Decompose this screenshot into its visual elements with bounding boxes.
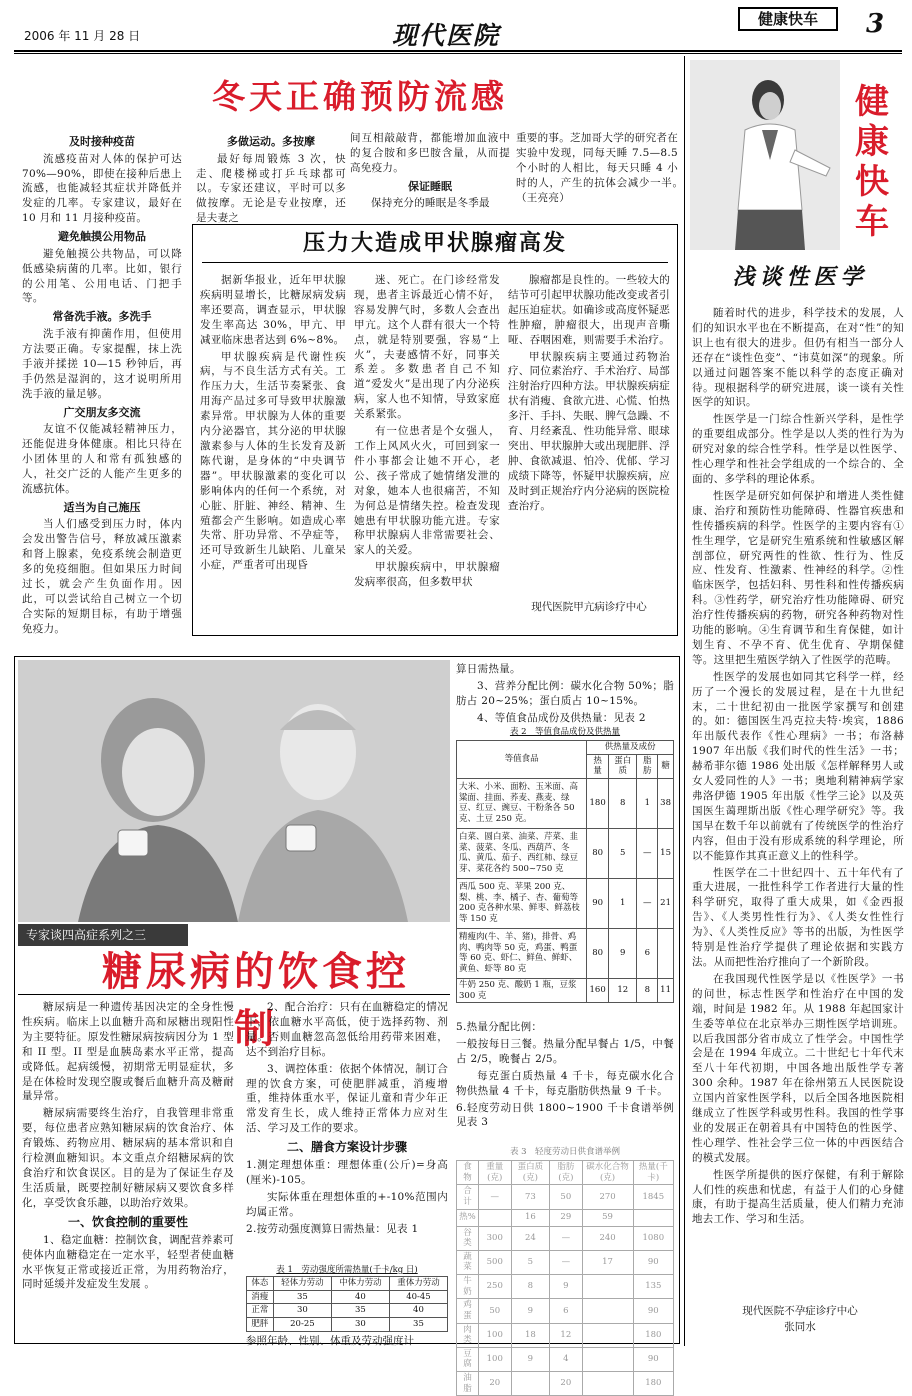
thyroid-title-rule	[202, 262, 668, 263]
table-3	[456, 1160, 674, 1396]
paragraph: 实际体重在理想体重的+-10%范围内均属正常。	[246, 1191, 448, 1218]
table-row	[457, 1275, 674, 1299]
paragraph: 性医学是研究如何保护和增进人类性健康、治疗和预防性功能障碍、性器官疾患和性传播疾病的科学。性医学的主要内容有①性生理学，它是研究生殖系统和性敏感区解剖部位，研究两性的性欲、性行为、性反应、性发育、性激素、性神经的科学。②性临床医学，包括妇科、男性科和性传播疾病科。③性药学，研究治疗性功能障碍、研究治疗性传播疾病的药物，研究各种药物对性功能的影响。④生育调节和生育保健，如计划生育、不孕不育、优生优育、孕期保健等。这里把生殖医学纳入了性医学的范畴。	[692, 489, 904, 666]
table-cell: 90	[587, 878, 609, 928]
table-cell: 5	[609, 828, 637, 878]
table-cell: 鸡蛋	[457, 1299, 479, 1323]
table-cell	[478, 1209, 511, 1226]
table-cell: 12	[550, 1323, 582, 1347]
table-2-caption: 表 2 等值食品成份及供热量	[509, 727, 621, 737]
table-row	[247, 1290, 448, 1304]
paragraph: 甲状腺疾病主要通过药物治疗、同位素治疗、手术治疗、局部注射治疗四种方法。甲状腺疾病症状有消瘦、食欲亢进、心慌、怕热多汗、手抖、失眠、脾气急躁、不育、月经紊乱、性功能异常、眼球突出、甲状腺肿大或出现肥胖、浮肿、食欲减退、怕冷、优郁、学习成绩下降等，怀疑甲状腺疾病，应及时到正规治疗内分泌病的医院检查治疗。	[508, 350, 670, 512]
subheading: 一、饮食控制的重要性	[67, 1214, 188, 1229]
table-cell: 17	[582, 1250, 633, 1274]
table-cell: 20	[478, 1372, 511, 1396]
table-cell	[633, 1209, 673, 1226]
table-cell: 100	[478, 1323, 511, 1347]
paragraph: 3、调控体重：依据个体情况，制订合理的饮食方案，可使肥胖减重，消瘦增重，维持体重水平，保证儿童和青少年正常发育生长，成人维持正常体力应对生活、学习及工作的要求。	[246, 1062, 448, 1135]
table-cell: 20	[550, 1372, 582, 1396]
table-row	[247, 1304, 448, 1318]
table-cell: 9	[511, 1347, 550, 1371]
header-rule	[14, 50, 902, 54]
table-3-header: 蛋白质(克)	[511, 1161, 550, 1185]
sidebar-divider	[684, 56, 685, 1346]
subheading: 避免触摸公用物品	[58, 230, 146, 244]
table-cell: 热%	[457, 1209, 479, 1226]
vertical-title-char: 快	[855, 162, 889, 202]
table-cell: —	[550, 1226, 582, 1250]
table-cell: 73	[511, 1185, 550, 1209]
header-page-number: 3	[866, 9, 885, 39]
table-3-header: 脂肪(克)	[550, 1161, 582, 1185]
paragraph: 性医学在二十世纪四十、五十年代有了重大进展，一批性科学工作者进行大量的性科学研究，取得了重大成果，如《金西报告》、《人类男性性行为》、《人类女性性行为》、《人类性反应》等书的出版，为性医学特别是性治疗学提供了理论依据和实践方法。从而把性治疗推向了一个新阶段。	[692, 866, 904, 968]
subheading: 适当为自己施压	[63, 500, 141, 514]
diabetes-title: 糖尿病的饮食控制	[102, 949, 410, 1052]
table-cell: 180	[633, 1323, 673, 1347]
paragraph: 迷、死亡。在门诊经常发现，患者主诉最近心情不好，容易发脾气时，多数人会查出甲亢。这个人群有很大一个特点，就是特别要强，容易“上火”，夫妻感情不好，同事关系差。多数患者自己不知道“爱发火”是出现了内分泌疾病，家人也不知情，导致家庭关系紧张。	[354, 274, 500, 421]
thyroid-title: 压力大造成甲状腺瘤高发	[302, 231, 567, 256]
table-cell: 90	[633, 1299, 673, 1323]
table-cell: 1	[609, 878, 637, 928]
diabetes-col-3a	[456, 662, 674, 728]
table-cell: 80	[587, 928, 609, 978]
table-cell: 300	[478, 1226, 511, 1250]
table-cell: 50	[550, 1185, 582, 1209]
sidebar-article-title: 浅谈性医学	[732, 264, 868, 290]
table-cell: 100	[478, 1347, 511, 1371]
table-cell: 8	[609, 778, 637, 828]
table-row	[247, 1317, 448, 1331]
table-cell: 肉类	[457, 1323, 479, 1347]
table-cell: 1	[637, 778, 658, 828]
diabetes-table-3-wrap	[456, 1146, 674, 1396]
table-cell: 正常	[247, 1304, 274, 1318]
table-cell: 500	[478, 1250, 511, 1274]
thyroid-col-3	[508, 273, 670, 516]
table-cell: 30	[273, 1304, 331, 1318]
table-cell: 29	[550, 1209, 582, 1226]
page-header	[0, 0, 912, 58]
flu-col-4	[516, 131, 689, 208]
table-row	[457, 878, 674, 928]
table-cell: 12	[609, 978, 637, 1002]
table-cell: 西瓜 500 克、苹果 200 克、梨、桃、李、橘子、杏、葡萄等 200 克各种水果、鲜枣、鲜荔枝等 150 克	[457, 878, 587, 928]
table-cell: 牛奶 250 克、酸奶 1 瓶，豆浆 300 克	[457, 978, 587, 1002]
paragraph: 友谊不仅能减轻精神压力，还能促进身体健康。相比只待在小团体里的人和常有孤独感的人，社交广泛的人能产生更多的流感抗体。	[22, 423, 182, 495]
table-cell: 50	[478, 1299, 511, 1323]
diabetes-col-1	[22, 1000, 234, 1294]
table-row	[457, 1372, 674, 1396]
diabetes-col-2	[246, 1000, 448, 1239]
table-row	[457, 1250, 674, 1274]
table-cell: 大米、小米、面粉、玉米面、高粱面、挂面、荞麦、燕麦、绿豆、红豆、豌豆、干粉条各 50 克、土豆 250 克。	[457, 778, 587, 828]
table-cell: 9	[511, 1299, 550, 1323]
paragraph: 有一位患者是个女强人，工作上风风火火，可回到家一件小事都会让她不开心，老公、孩子常成了她情绪发泄的对象，她本人也很痛苦，不知为何总是情绪失控。检查发现她患有甲状腺功能亢进。专家称甲状腺病人非常需要社会、家人的关爱。	[354, 425, 500, 557]
vertical-title-char: 车	[855, 202, 889, 242]
paragraph: 算日需热量。	[456, 663, 521, 675]
table-cell: 牛奶	[457, 1275, 479, 1299]
paragraph: 5.热量分配比例：	[456, 1021, 543, 1033]
table-cell: 90	[633, 1347, 673, 1371]
sidebar-signature-name: 张同水	[784, 1321, 816, 1333]
paragraph: 糖尿病需要终生治疗，自我管理非常重要，每位患者应熟知糖尿病的饮食治疗、体育锻炼、药物应用、糖尿病的基本常识和自行检测血糖知识。本文重点介绍糖尿病的饮食治疗和饮食误区。目的是为了保证生存及生活质量，既要控制好糖尿病又要饮食多样化，享受饮食乐趣，以助治疗效果。	[22, 1107, 234, 1209]
table-2-col-header: 热量	[587, 754, 609, 778]
table-cell: 8	[511, 1275, 550, 1299]
table-cell: 59	[582, 1209, 633, 1226]
vertical-title-char: 康	[855, 122, 889, 162]
table-2	[456, 740, 674, 1003]
table-cell: —	[550, 1250, 582, 1274]
paragraph: 保持充分的睡眠是冬季最	[371, 197, 490, 210]
table-cell: 豆腐	[457, 1347, 479, 1371]
thyroid-col-2	[354, 273, 500, 592]
table-cell	[582, 1275, 633, 1299]
table-cell: 白菜、圆白菜、油菜、芹菜、韭菜、菠菜、冬瓜、西葫芦、冬瓜、黄瓜、茄子、西红柿、绿豆芽、菜花各约 500~750 克	[457, 828, 587, 878]
diabetes-col-2-tail: 参照年龄、性别、体重及劳动强度计	[246, 1334, 414, 1347]
table-cell: 15	[658, 828, 674, 878]
table-cell: 谷类	[457, 1226, 479, 1250]
diabetes-series-banner	[18, 924, 188, 946]
table-cell: 油脂	[457, 1372, 479, 1396]
table-cell	[511, 1372, 550, 1396]
table-2-group-header: 供热量及成份	[587, 741, 674, 755]
table-cell: —	[478, 1185, 511, 1209]
vertical-title-char: 健	[855, 82, 889, 122]
paragraph: 每克蛋白质热量 4 千卡，每克碳水化合物供热量 4 千卡，每克脂肪供热量 9 千卡。	[456, 1069, 674, 1097]
table-1-header: 重体力劳动	[389, 1277, 447, 1291]
sidebar-body	[692, 306, 904, 1229]
table-row	[457, 978, 674, 1002]
flu-col-3	[350, 131, 510, 213]
table-cell: 80	[587, 828, 609, 878]
table-cell: 精瘦肉(牛、羊、猪)，排骨、鸡肉、鸭肉等 50 克，鸡蛋、鸭蛋等 60 克、虾仁、鲜鱼、鲜虾、黄鱼、虾等 80 克	[457, 928, 587, 978]
table-row	[457, 1299, 674, 1323]
header-section-box	[738, 7, 838, 31]
paragraph: 一般按每日三餐。热量分配早餐占 1/5，中餐占 2/5，晚餐占 2/5。	[456, 1037, 674, 1065]
subheading: 二、膳食方案设计步骤	[286, 1140, 407, 1155]
table-cell: 35	[389, 1317, 447, 1331]
flu-col-2	[196, 131, 346, 228]
header-section-label: 健康快车	[757, 10, 818, 28]
sidebar-vertical-title-box	[840, 60, 904, 250]
paragraph: 4、等值食品成份及供热量：见表 2	[477, 711, 646, 724]
paragraph: 1.测定理想体重：理想体重(公斤)=身高(厘米)-105。	[246, 1159, 448, 1187]
paragraph: 避免触摸公共物品，可以降低感染病菌的几率。比如，银行的公用笔、公用电话、门把手等。	[22, 247, 182, 305]
table-cell	[582, 1299, 633, 1323]
table-cell: 9	[609, 928, 637, 978]
table-cell: 20-25	[273, 1317, 331, 1331]
table-cell: 250	[478, 1275, 511, 1299]
paragraph: 当人们感受到压力时，体内会发出警告信号，释放减压激素和肾上腺素，免疫系统会制造更多的免疫细胞。但如果压力时间过长，就会产生负面作用。因此，可以尝试给自己树立一个切合实际的短期目标，有助于增强免疫力。	[22, 518, 182, 635]
table-cell: 1080	[633, 1226, 673, 1250]
table-cell: 90	[633, 1250, 673, 1274]
table-cell: 蔬菜	[457, 1250, 479, 1274]
table-cell: 合计	[457, 1185, 479, 1209]
flu-title: 冬天正确预防流感	[212, 77, 508, 116]
table-cell: 160	[587, 978, 609, 1002]
sidebar-signature-org: 现代医院不孕症诊疗中心	[742, 1305, 858, 1317]
paragraph: 2、配合治疗：只有在血糖稳定的情况下，依血糖水平高低，使于选择药物、剂量。否则血糖忽高忽低给用药带来困难，达不到治疗目标。	[246, 1001, 448, 1058]
table-cell: 6	[637, 928, 658, 978]
table-1-header: 体态	[247, 1277, 274, 1291]
woman-figure-icon	[690, 60, 840, 250]
paragraph: 6.轻度劳动日供 1800~1900 千卡食谱举例见表 3	[456, 1101, 674, 1129]
table-2-col-header: 糖	[658, 754, 674, 778]
paragraph: 腺瘤都是良性的。一些较大的结节可引起甲状腺功能改变或者引起压迫症状。如确诊或高度怀疑恶性肿瘤，肿瘤很大，出现声音嘶哑、吞咽困难，则需要手术治疗。	[508, 274, 670, 346]
table-row	[457, 1185, 674, 1209]
paragraph: 间互相敲敲背，都能增加血液中的复合胺和多巴胺含量，从而提高免疫力。	[350, 132, 510, 174]
table-cell: 21	[658, 878, 674, 928]
paragraph: 洗手液有抑菌作用，但使用方法要正确。专家提醒，抹上洗手液并揉搓 10—15 秒钟后，再手仍然是湿润的，这才说明所用洗手液的量足够。	[22, 327, 182, 400]
table-cell: 4	[550, 1347, 582, 1371]
table-cell: 180	[633, 1372, 673, 1396]
table-2-col-header: 蛋白质	[609, 754, 637, 778]
table-cell: 240	[582, 1226, 633, 1250]
elderly-couple-photo	[18, 660, 450, 922]
thyroid-col-1	[200, 273, 346, 575]
diabetes-col-3b	[456, 1020, 674, 1132]
table-cell: 35	[273, 1290, 331, 1304]
table-cell: 30	[331, 1317, 389, 1331]
table-row	[457, 1323, 674, 1347]
table-cell: 38	[658, 778, 674, 828]
table-cell: 40	[389, 1304, 447, 1318]
subheading: 及时接种疫苗	[69, 135, 135, 148]
table-cell: 40	[331, 1290, 389, 1304]
paragraph: 3、营养分配比例：碳水化合物 50%；脂肪占 20~25%；蛋白质占 10~15%。	[456, 679, 674, 707]
paragraph: 重要的事。芝加哥大学的研究者在实验中发现，同每天睡 7.5—8.5 个小时的人相比，每天只睡 4 小时的人，产生的抗体会减少一半。 （王亮亮）	[516, 132, 689, 204]
diabetes-title-rule	[18, 994, 450, 995]
couple-figure-icon	[18, 660, 450, 922]
paragraph: 据新华报业，近年甲状腺疾病明显增长，比糖尿病发病率还要高，调查显示，甲状腺发生率高达 30%，甲亢、甲减亚临床患者达到 6%~8%。	[200, 274, 346, 346]
table-cell: 16	[511, 1209, 550, 1226]
table-cell: 35	[331, 1304, 389, 1318]
table-cell: 11	[658, 978, 674, 1002]
table-cell: 9	[550, 1275, 582, 1299]
paragraph: 随着时代的进步，科学技术的发展，人们的知识水平也在不断提高，在对“性”的知识上也有很大的进步。但仍有相当一部分人还存在“谈性色变”、“讳莫如深”的现象。所以通过问题答案不能以科学的态度正确对待。现根据科学的研究进展，谈一谈有关性医学的知识。	[692, 307, 904, 409]
paragraph: 甲状腺疾病是代谢性疾病，与不良生活方式有关。工作压力大，生活节奏紧张、食用海产品过多可导致甲状腺激素异常。甲状腺为人体的重要内分泌器官，其分泌的甲状腺激素参与人体的生长发育及新陈代谢，是身体的“中央调节器”。甲状腺激素的变化可以影响体内的任何一个系统，对心脏、肝脏、神经、精神、生殖都会产生影响。如造成心率失常、肝功异常、不孕症等，还可导致新生儿缺陷、儿童呆小症，严重者可出现昏	[200, 350, 346, 572]
paragraph: 甲状腺疾病中，甲状腺瘤发病率很高，但多数甲状	[354, 561, 500, 589]
paragraph: 最好每周锻炼 3 次，快走、爬楼梯或打乒乓球都可以。专家还建议，平时可以多做按摩。无论是专业按摩，还是夫妻之	[196, 152, 346, 225]
paragraph: 性医学所提供的医疗保健，有利于解除人们性的疾患和忧虑，有益于人们的心身健康，有助于提高生活质量，使人们精力充沛地去工作、学习和生活。	[692, 1168, 904, 1226]
table-cell	[658, 928, 674, 978]
table-cell: 消瘦	[247, 1290, 274, 1304]
table-row	[457, 1226, 674, 1250]
table-cell: 270	[582, 1185, 633, 1209]
diabetes-table-2-wrap	[456, 726, 674, 1003]
subheading: 常备洗手液。多洗手	[52, 310, 152, 324]
paragraph: 在我国现代性医学是以《性医学》一书的问世，标志性医学和性治疗在中国的发端，时间是 1982 年。从 1988 年起国家计生委等单位在北京举办三期性医学培训班。以后我国部分省市成立了性学会。中国性学会是在 1994 年成立。二十世纪七十年代末至八十年代初期，中国各地出版性学专著 300 余种。1987 年在徐州第五人民医院设立国内首家性医学科，以后全国各地医院相继成立了性医学科或男性科。我国的性学事业的发展正在朝着具有中国特色的性医学、性心理学、性社会学三位一体的中西医结合的模式发展。	[692, 972, 904, 1164]
paragraph: 糖尿病是一种遗传基因决定的全身性慢性疾病。临床上以血糖升高和尿糖出现阳性为主要特征。原发性糖尿病按病因分为 1 型和 II 型。II 型是血胰岛素水平正常，提高或降低。起病缓慢，初期常无明显症状，多是在体检时发现空腹或餐后血糖升高及糖耐量异常。	[22, 1001, 234, 1103]
table-cell: 6	[550, 1299, 582, 1323]
table-cell: —	[637, 828, 658, 878]
table-row	[457, 1347, 674, 1371]
paragraph: 1、稳定血糖：控制饮食，调配营养素可使体内血糖稳定在一定水平，轻型者使血糖水平恢复正常或接近正常，为用药物治疗，同时延缓并发症发生发展 。	[22, 1233, 234, 1291]
diabetes-table-1-wrap	[246, 1264, 448, 1348]
flu-col-1	[22, 131, 182, 639]
table-cell: 24	[511, 1226, 550, 1250]
table-cell: 18	[511, 1323, 550, 1347]
table-cell: 肥胖	[247, 1317, 274, 1331]
table-3-header: 食物	[457, 1161, 479, 1185]
table-cell	[582, 1323, 633, 1347]
table-row	[457, 828, 674, 878]
table-3-header: 碳水化合物(克)	[582, 1161, 633, 1185]
table-2-food-header: 等值食品	[457, 741, 587, 779]
table-1-header: 轻体力劳动	[273, 1277, 331, 1291]
table-3-caption: 表 3 轻度劳动日供食谱举例	[509, 1147, 621, 1157]
thyroid-signature: 现代医院甲亢病诊疗中心	[531, 601, 647, 613]
subheading: 广交朋友多交流	[63, 405, 141, 419]
table-1-header: 中体力劳动	[331, 1277, 389, 1291]
table-cell: —	[637, 878, 658, 928]
paragraph: 性医学是一门综合性新兴学科，是性学的重要组成部分。性学是以人类的性行为为研究对象的综合性学科。性学是以性医学、性心理学和性社会学组成的一个综合的、全面的、多学科的理论体系。	[692, 413, 904, 485]
table-3-header: 热量(千卡)	[633, 1161, 673, 1185]
table-cell: 180	[587, 778, 609, 828]
header-paper-name: 现代医院	[392, 21, 501, 50]
sidebar-model-photo	[690, 60, 840, 250]
table-cell	[582, 1372, 633, 1396]
table-cell: 5	[511, 1250, 550, 1274]
header-date: 2006 年 11 月 28 日	[24, 29, 141, 43]
table-row	[457, 1209, 674, 1226]
table-1	[246, 1276, 448, 1332]
table-1-caption: 表 1 劳动强度所需热量(千卡/kg 日)	[276, 1265, 418, 1275]
paragraph: 2.按劳动强度测算日需热量：见表 1	[246, 1222, 419, 1235]
table-cell: 135	[633, 1275, 673, 1299]
paragraph: 性医学的发展也如同其它科学一样，经历了一个漫长的发展过程，是在十九世纪末，二十世纪初由一批医学家撰写和创建的。如：德国医生冯克拉夫特·埃宾，1886 年出版代表作《性心理病》一书；布洛赫 1907 年出版《我们时代的性生活》一书；赫希菲尔德 1986 处出版《怎样解释男人或女人爱同性的人》一书；奥地利精神病学家弗洛伊德 1905 年出版《性学三论》以及英国医生蔼理斯出版《性心理学研究》等。我国早在数千年以前就有了传统医学的性治疗内容，但由于没有形成系统的科学理论，所以不能算作其真正意义上的性科学。	[692, 670, 904, 862]
subheading: 保证睡眠	[408, 179, 452, 193]
paragraph: 流感疫苗对人体的保护可达 70%—90%，即使在接种后患上流感，也能减轻其症状并降低并发症的几率。专家建议，最好在 10 月和 11 月接种疫苗。	[22, 152, 182, 225]
table-cell: 1845	[633, 1185, 673, 1209]
table-cell	[582, 1347, 633, 1371]
table-cell: 40-45	[389, 1290, 447, 1304]
table-3-header: 重量(克)	[478, 1161, 511, 1185]
table-row	[457, 778, 674, 828]
diabetes-series-label: 专家谈四高症系列之三	[26, 928, 147, 942]
table-cell: 8	[637, 978, 658, 1002]
table-2-col-header: 脂肪	[637, 754, 658, 778]
table-row	[457, 928, 674, 978]
subheading: 多做运动。多按摩	[227, 135, 315, 148]
